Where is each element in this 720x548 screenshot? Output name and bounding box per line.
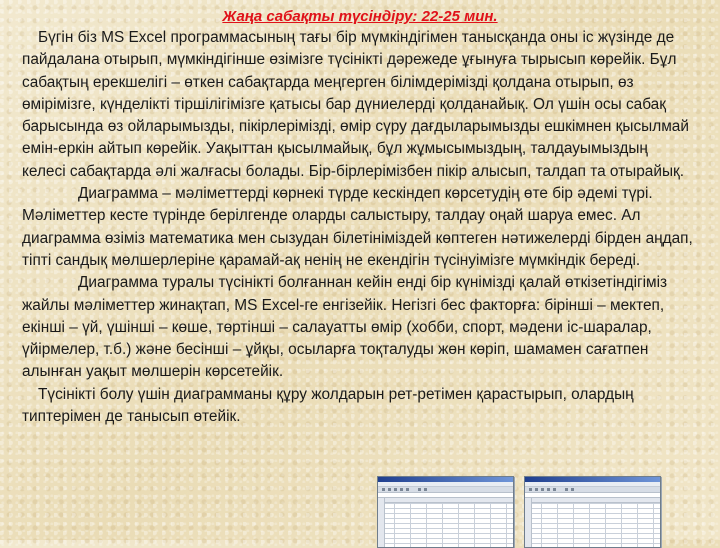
excel-window-screenshot-icon — [524, 476, 661, 548]
excel-window-screenshot-icon — [377, 476, 514, 548]
paragraph-intro: Бүгін біз MS Excel программасының тағы бір мүмкіндігімен танысқанда оны іс жүзінде де пайдалана отырып, мүмкіндігінше өзімізге түсінікті дәрежеде ұғынуға тырысып көрейік. Бұл сабақтың ерекшелігі – өткен сабақтарда меңгерген білімдерімізді қолдана отырып, өз өмірімізге, күнделікті тіршілігімізге қатысы бар дүниелерді қолданайық. Ол үшін осы сабақ барысында өз ойларымызды, пікірлерімізді, өмір сүру дағдыларымызды ешкімнен қысылмай емін-еркін айтып көрейік. Уақыттан қысылмайық, бұл жұмысымыздың, талдауымыздың келесі сабақтарда әлі жалғасы болады. Бір-бірлерімізбен пікір алысып, талдап та отырайық. — [22, 29, 689, 180]
paragraph-diagram-types: Түсінікті болу үшін диаграмманы құру жолдарын рет-ретімен қарастырып, олардың типтерімен де танысып өтейік. — [22, 385, 634, 426]
lesson-title: Жаңа сабақты түсіндіру: 22-25 мин. — [222, 8, 498, 25]
body-text — [22, 27, 694, 428]
paragraph-data-collection: Диаграмма туралы түсінікті болғаннан кейін енді бір күнімізді қалай өткізетіндігіміз жайлы мәліметтер жинақтап, MS Excel-ге енгізейік. Негізгі бес факторға: бірінші – мектеп, екінші – үй, үшінші – көше, төртінші – салауатты өмір (хобби, спорт, мәдени іс-шаралар, үйірмелер, т.б.) және бесінші – ұйқы, осыларға тоқталуды жөн көріп, шамамен сағатпен алынған уақыт мөлшерін көрсетейік. — [22, 274, 668, 381]
paragraph-diagram-definition: Диаграмма – мәліметтерді көрнекі түрде кескіндеп көрсетудің өте бір әдемі түрі. Мәліметтер кесте түрінде берілгенде оларды салыстыру, талдау оңай шаруа емес. Ал диаграмма өзіміз математика мен сызудан білетініміздей көптеген нәтижелерді бірден аңдап, тіпті сандық мөлшерлеріне қарамай-ақ ненің не екендігін түсінуімізге мүмкіндік береді. — [22, 185, 693, 269]
